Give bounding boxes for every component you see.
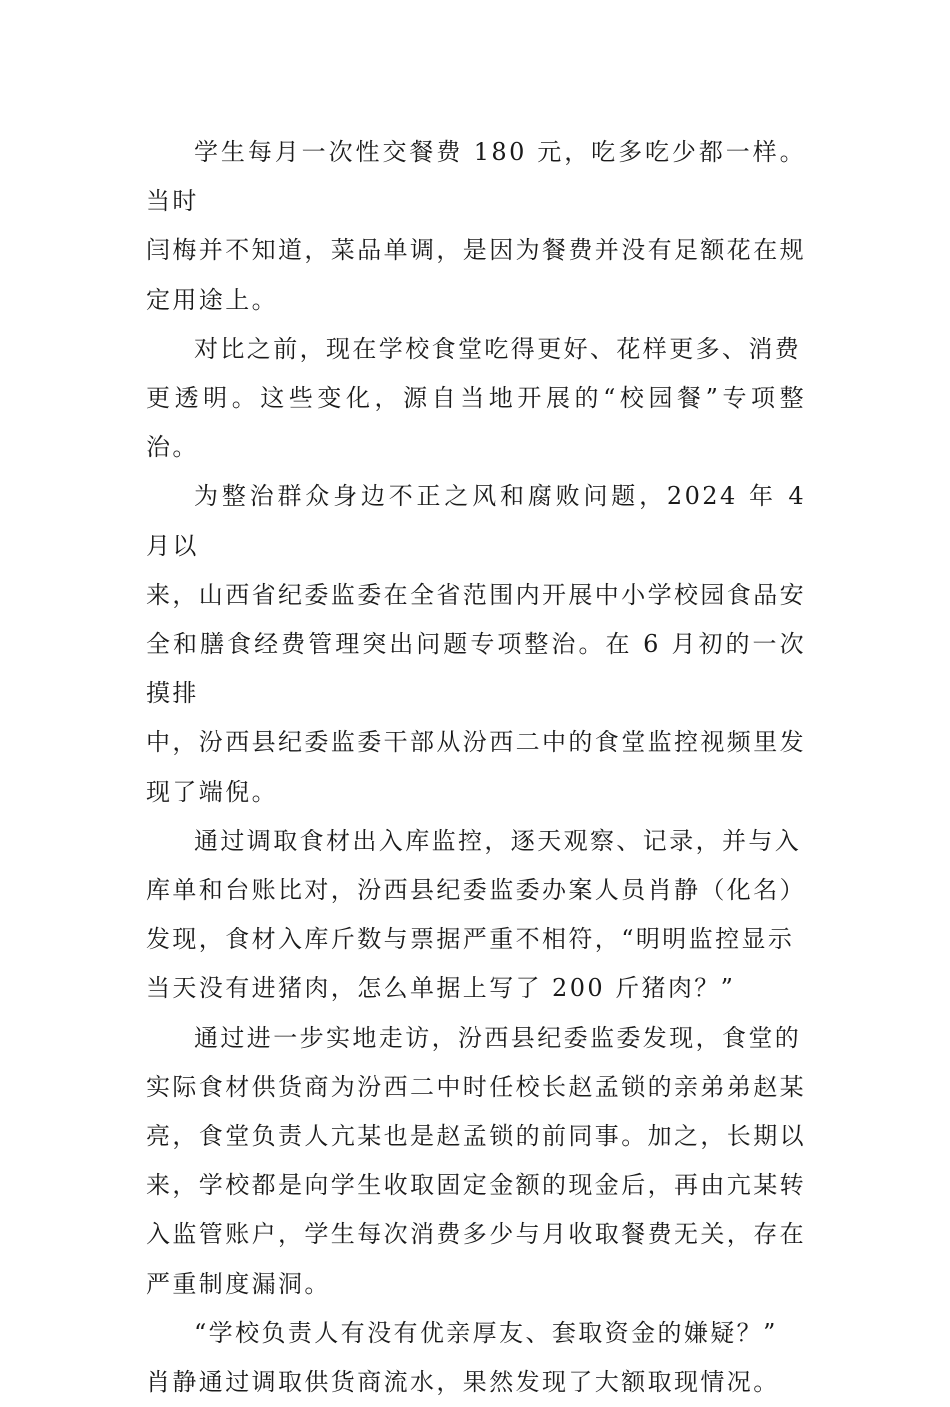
- paragraph-comparison: 对比之前，现在学校食堂吃得更好、花样更多、消费 更透明。这些变化，源自当地开展的“校园餐”专项整治。: [146, 334, 806, 462]
- paragraph-meal-fee: 学生每月一次性交餐费 180 元，吃多吃少都一样。当时 闫梅并不知道，菜品单调，是因为餐费并没有足额花在规 定用途上。: [146, 138, 806, 314]
- paragraph-investigation: 通过进一步实地走访，汾西县纪委监委发现，食堂的 实际食材供货商为汾西二中时任校长赵孟锁的亲弟弟赵某 亮，食堂负责人亢某也是赵孟锁的前同事。加之，长期以 来，学校都是向学生收取固定金额的现金后，再由亢某转 入监管账户，学生每次消费多少与月收取餐费无关，存在 严重制度漏洞。: [146, 1023, 806, 1298]
- paragraph-monitoring: 通过调取食材出入库监控，逐天观察、记录，并与入 库单和台账比对，汾西县纪委监委办案人员肖静（化名） 发现，食材入库斤数与票据严重不相符，“明明监控显示 当天没有进猪肉，怎么单据上写了 200 斤猪肉？”: [146, 826, 806, 1003]
- article-body: [146, 128, 806, 1407]
- paragraph-rectification: 为整治群众身边不正之风和腐败问题，2024 年 4 月以 来，山西省纪委监委在全省范围内开展中小学校园食品安 全和膳食经费管理突出问题专项整治。在 6 月初的一次摸排 中，汾西县纪委监委干部从汾西二中的食堂监控视频里发 现了端倪。: [146, 482, 806, 806]
- paragraph-suspicion: “学校负责人有没有优亲厚友、套取资金的嫌疑？” 肖静通过调取供货商流水，果然发现了大额取现情况。: [146, 1318, 780, 1397]
